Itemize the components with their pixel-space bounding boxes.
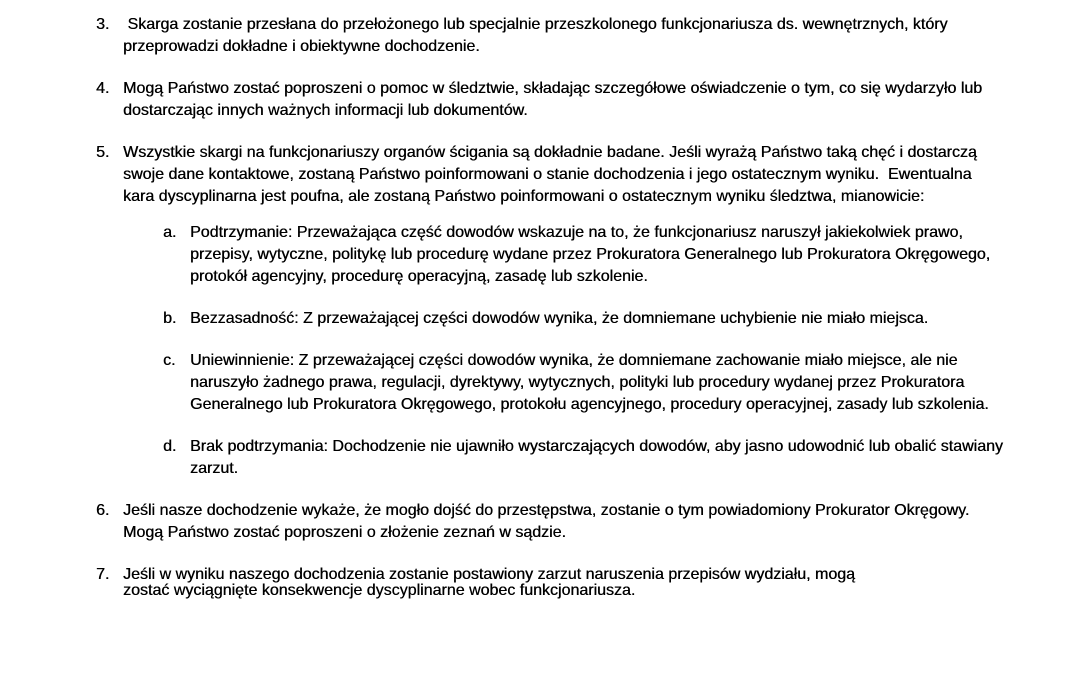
list-item-3-text: Skarga zostanie przesłana do przełożonego lub specjalnie przeszkolonego funkcjonariusza ds. wewnętrznych, który przeprowadzi dokładne i obiektywne dochodzenie. xyxy=(123,16,952,55)
sublist-item-a-letter: a. xyxy=(163,224,177,241)
sublist-item-d-text: Brak podtrzymania: Dochodzenie nie ujawniło wystarczających dowodów, aby jasno udowodnić lub obalić stawiany zarzut. xyxy=(190,438,1008,477)
sublist-item-c xyxy=(163,350,1006,416)
sublist-item-b-letter: b. xyxy=(163,310,177,327)
sublist-item-b-text: Bezzasadność: Z przeważającej części dowodów wynika, że domniemane uchybienie nie miało miejsca. xyxy=(190,310,929,327)
list-item-6-text: Jeśli nasze dochodzenie wykaże, że mogło dojść do przestępstwa, zostanie o tym powiadomiony Prokurator Okręgowy. Mogą Państwo zostać poproszeni o złożenie zeznań w sądzie. xyxy=(123,502,974,541)
list-item-5-text: Wszystkie skargi na funkcjonariuszy organów ścigania są dokładnie badane. Jeśli wyrażą Państwo taką chęć i dostarczą swoje dane kontaktowe, zostaną Państwo poinformowani o stanie dochodzenia i jego ostatecznym wyniku. Ewentualna kara dyscyplinarna jest poufna, ale zostaną Państwo poinformowani o ostatecznym wyniku śledztwa, mianowicie: xyxy=(123,144,982,205)
list-item-4-number: 4. xyxy=(96,80,110,97)
list-item-5-number: 5. xyxy=(96,144,110,161)
list-item-7-number: 7. xyxy=(96,566,110,583)
list-item-5 xyxy=(96,142,1006,480)
list-item-6-number: 6. xyxy=(96,502,110,519)
list-item-7-clipped-continuation: zostać wyciągnięte konsekwencje dyscyplinarne wobec funkcjonariusza. xyxy=(123,582,636,599)
list-item-5-sublist xyxy=(163,222,1006,480)
sublist-item-a-text: Podtrzymanie: Przeważająca część dowodów wskazuje na to, że funkcjonariusz naruszył jakiekolwiek prawo, przepisy, wytyczne, politykę lub procedurę wydane przez Prokuratora Generalnego lub Prokuratora Okręgowego, protokół agencyjny, procedurę operacyjną, zasadę lub szkolenie. xyxy=(190,224,995,285)
list-item-3 xyxy=(96,14,1006,58)
sublist-item-c-letter: c. xyxy=(163,352,176,369)
list-item-3-number: 3. xyxy=(96,16,110,33)
list-item-7 xyxy=(96,564,1006,599)
list-item-6 xyxy=(96,500,1006,544)
sublist-item-d-letter: d. xyxy=(163,438,177,455)
list-item-4-text: Mogą Państwo zostać poproszeni o pomoc w śledztwie, składając szczegółowe oświadczenie o tym, co się wydarzyło lub dostarczając innych ważnych informacji lub dokumentów. xyxy=(123,80,987,119)
sublist-item-c-text: Uniewinnienie: Z przeważającej części dowodów wynika, że domniemane zachowanie miało miejsce, ale nie naruszyło żadnego prawa, regulacji, dyrektywy, wytycznych, polityki lub procedury wydanej przez Prokuratora Generalnego lub Prokuratora Okręgowego, protokołu agencyjnego, procedury operacyjnej, zasady lub szkolenia. xyxy=(190,352,989,413)
list-item-7-text: Jeśli w wyniku naszego dochodzenia zostanie postawiony zarzut naruszenia przepisów wydziału, mogą xyxy=(123,566,855,583)
sublist-item-a xyxy=(163,222,1006,288)
list-item-4 xyxy=(96,78,1006,122)
sublist-item-d xyxy=(163,436,1006,480)
sublist-item-b xyxy=(163,308,1006,330)
